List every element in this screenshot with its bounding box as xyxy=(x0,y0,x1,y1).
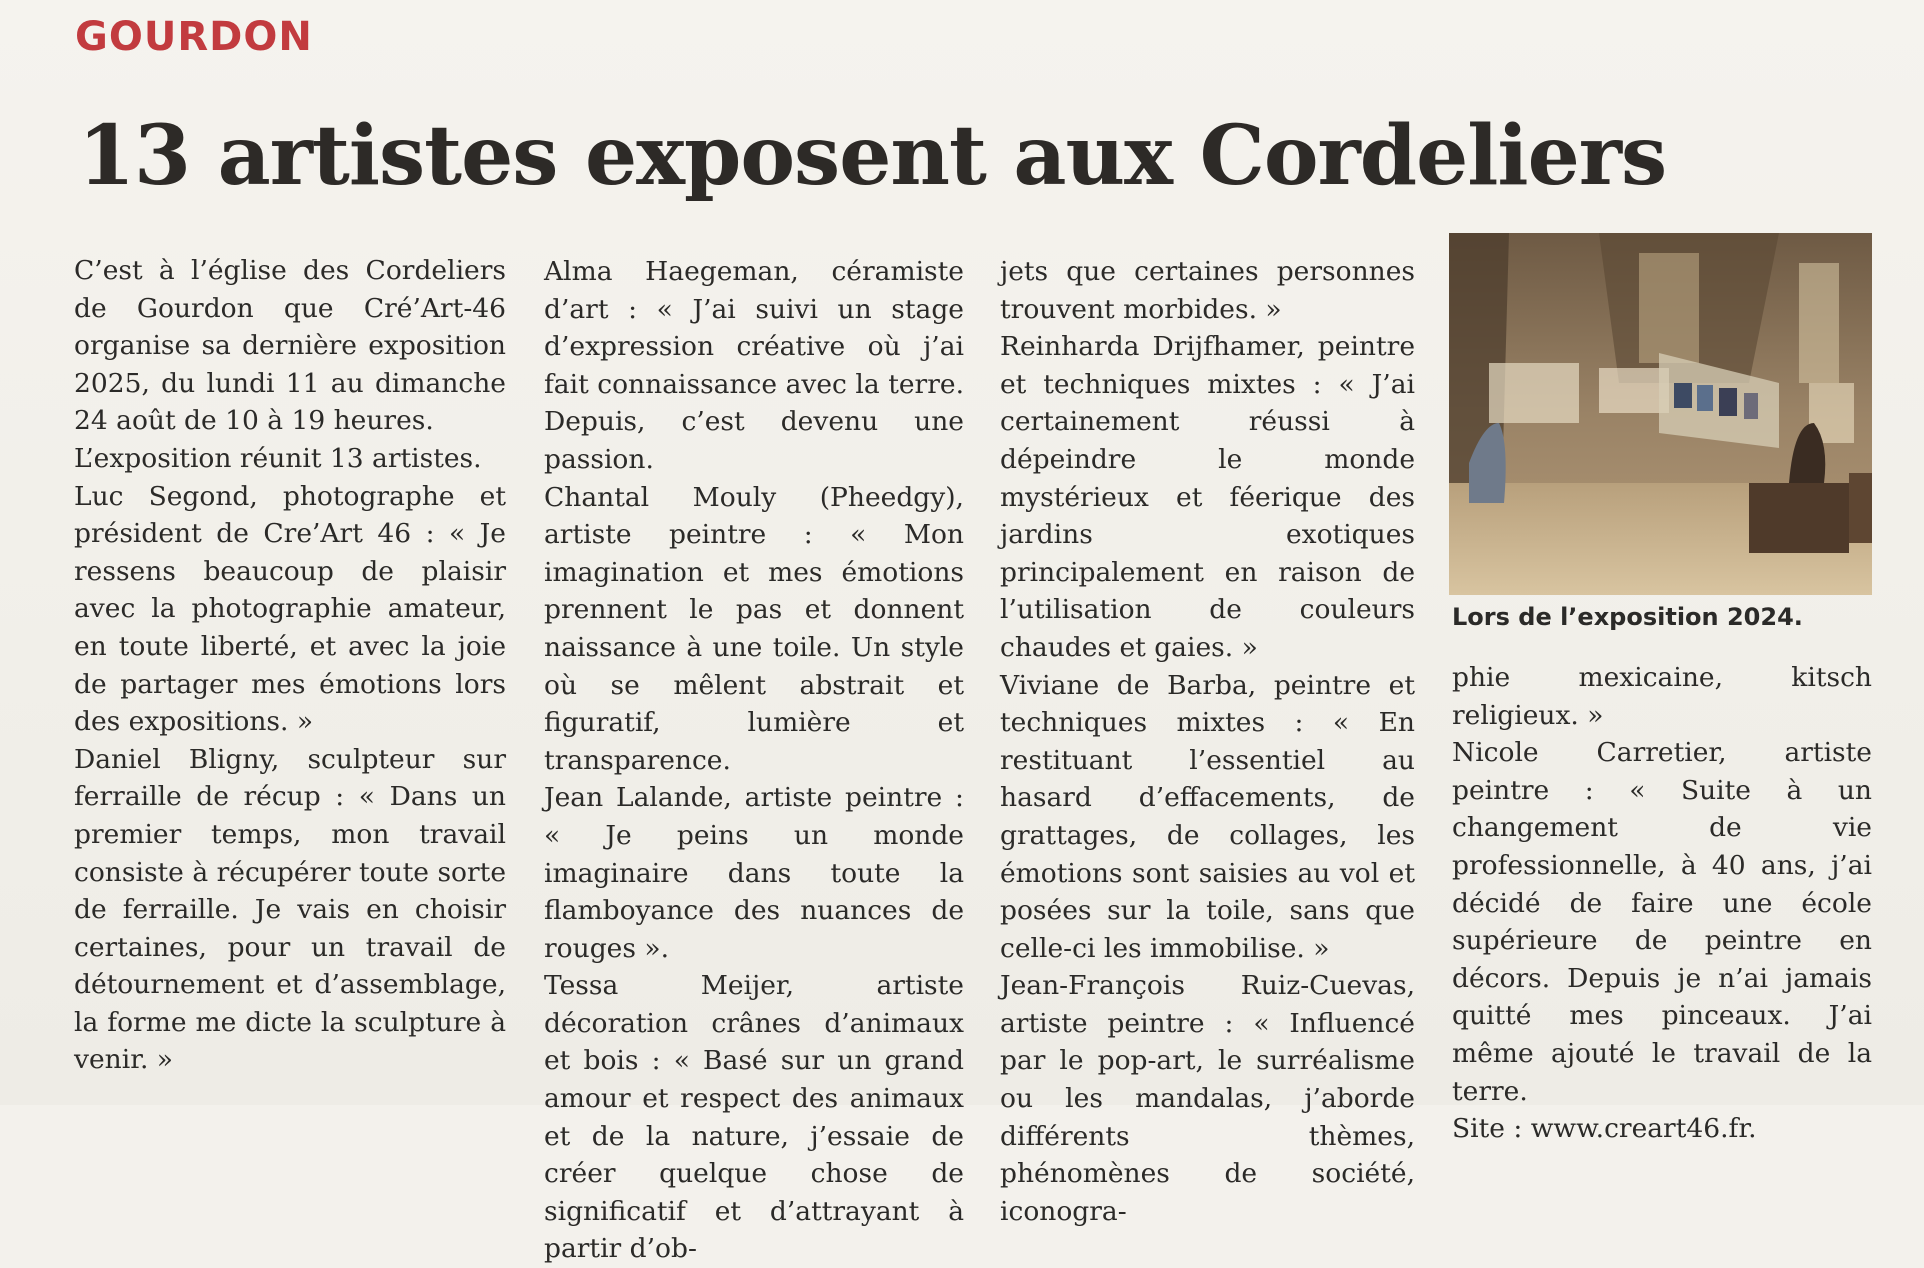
paragraph: Nicole Carretier, artiste peintre : « Suite à un changement de vie professionnelle, à 40 ans, j’ai décidé de faire une école supérieure de peintre en décors. Depuis je n’ai jamais quitté mes pinceaux. J’ai même ajouté le travail de la terre. xyxy=(1452,737,1872,1107)
paragraph: Jean-François Ruiz-Cuevas, artiste peintre : « Influencé par le pop-art, le surréalisme ou les mandalas, j’aborde différents thèmes, phénomènes de société, iconogra- xyxy=(1000,970,1415,1227)
article-headline: 13 artistes exposent aux Cordeliers xyxy=(78,108,1667,204)
paragraph: Reinharda Drijfhamer, peintre et techniques mixtes : « J’ai certainement réussi à dépeindre le monde mystérieux et féerique des jardins exotiques principalement en raison de l’utilisation de couleurs chaudes et gaies. » xyxy=(1000,331,1415,663)
exhibition-photo xyxy=(1449,233,1872,595)
photo-caption: Lors de l’exposition 2024. xyxy=(1452,603,1803,631)
paragraph: C’est à l’église des Cordeliers de Gourdon que Cré’Art-46 organise sa dernière exposition 2025, du lundi 11 au dimanche 24 août de 10 à 19 heures. xyxy=(74,255,506,437)
paragraph: Chantal Mouly (Pheedgy), artiste peintre : « Mon imagination et mes émotions prennent le pas et donnent naissance à une toile. Un style où se mêlent abstrait et figuratif, lumière et transparence. xyxy=(544,481,964,776)
section-rubric: GOURDON xyxy=(75,14,313,60)
paragraph: Daniel Bligny, sculpteur sur ferraille de récup : « Dans un premier temps, mon travail consiste à récupérer toute sorte de ferraille. Je vais en choisir certaines, pour un travail de détournement et d’assemblage, la forme me dicte la sculpture à venir. » xyxy=(74,743,506,1076)
paragraph: Luc Segond, photographe et président de Cre’Art 46 : « Je ressens beaucoup de plaisir avec la photographie amateur, en toute liberté, et avec la joie de partager mes émotions lors des expositions. » xyxy=(74,480,506,738)
text-column-3 xyxy=(1000,253,1415,1230)
paragraph: jets que certaines personnes trouvent morbides. » xyxy=(1000,256,1415,325)
text-column-4 xyxy=(1452,659,1872,1148)
paragraph: phie mexicaine, kitsch religieux. » xyxy=(1452,662,1872,731)
paragraph: Site : www.creart46.fr. xyxy=(1452,1113,1757,1145)
paragraph: Viviane de Barba, peintre et techniques mixtes : « En restituant l’essentiel au hasard d’effacements, de grattages, de collages, les émotions sont saisies au vol et posées sur la toile, sans que celle-ci les immobilise. » xyxy=(1000,669,1415,964)
church-interior-illustration xyxy=(1449,233,1872,595)
paragraph: Tessa Meijer, artiste décoration crânes d’animaux et bois : « Basé sur un grand amour et respect des animaux et de la nature, j’essaie de créer quelque chose de significatif et d’attrayant à partir d’ob- xyxy=(544,970,964,1265)
paragraph: L’exposition réunit 13 artistes. xyxy=(74,442,482,474)
text-column-1 xyxy=(74,252,506,1079)
text-column-2 xyxy=(544,253,964,1268)
paragraph: Alma Haegeman, céramiste d’art : « J’ai suivi un stage d’expression créative où j’ai fait connaissance avec la terre. Depuis, c’est devenu une passion. xyxy=(544,256,964,475)
paragraph: Jean Lalande, artiste peintre : « Je peins un monde imaginaire dans toute la flamboyance des nuances de rouges ». xyxy=(544,782,964,964)
